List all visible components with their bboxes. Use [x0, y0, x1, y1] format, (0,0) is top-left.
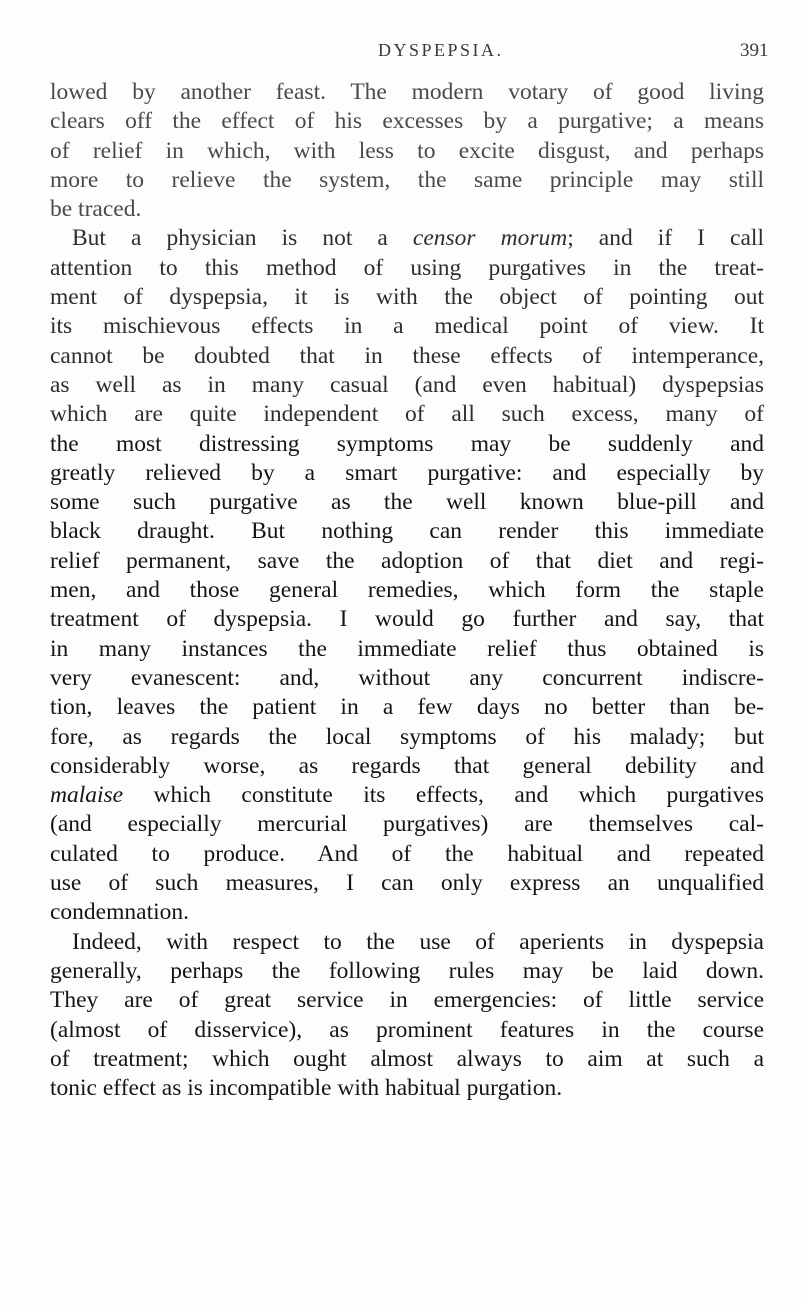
- text-line: [50, 137, 764, 166]
- italic-phrase: malaise: [50, 782, 124, 809]
- text-segment: as well as in many casual (and even habitual) dyspepsias: [50, 371, 764, 398]
- text-line: [50, 957, 764, 986]
- text-line: [50, 723, 764, 752]
- text-line: [50, 1074, 764, 1103]
- text-segment: considerably worse, as regards that general debility and: [50, 752, 764, 779]
- text-line: [50, 488, 764, 517]
- text-segment: treatment of dyspepsia. I would go further and say, that: [50, 606, 764, 633]
- text-segment: greatly relieved by a smart purgative: and especially by: [50, 459, 764, 486]
- text-line: [50, 635, 764, 664]
- text-segment: of relief in which, with less to excite disgust, and perhaps: [50, 137, 764, 164]
- paragraph: [50, 78, 764, 224]
- text-segment: which are quite independent of all such excess, many of: [50, 401, 764, 428]
- text-segment: in many instances the immediate relief thus obtained is: [50, 635, 764, 662]
- text-segment: its mischievous effects in a medical point of view. It: [50, 313, 764, 340]
- text-line: [50, 430, 764, 459]
- text-segment: which constitute its effects, and which purgatives: [123, 782, 764, 809]
- text-segment: lowed by another feast. The modern votary of good living: [50, 79, 764, 105]
- text-line: [50, 400, 764, 429]
- text-line: [50, 781, 764, 810]
- text-line: [50, 810, 764, 839]
- page-number: 391: [740, 40, 769, 61]
- text-line: [50, 986, 764, 1015]
- text-line: [50, 928, 764, 957]
- text-segment: Indeed, with respect to the use of aperients in dyspepsia: [72, 928, 764, 955]
- text-segment: cannot be doubted that in these effects of intemperance,: [50, 342, 764, 369]
- text-segment: tion, leaves the patient in a few days no better than be-: [50, 694, 764, 721]
- text-line: [50, 254, 764, 283]
- text-line: [50, 224, 764, 253]
- text-segment: attention to this method of using purgatives in the treat-: [50, 254, 764, 281]
- text-segment: fore, as regards the local symptoms of his malady; but: [50, 723, 764, 750]
- text-segment: be traced.: [50, 196, 142, 223]
- text-segment: But a physician is not a: [72, 225, 413, 252]
- text-line: [50, 459, 764, 488]
- paragraph: [50, 224, 764, 927]
- text-segment: more to relieve the system, the same principle may still: [50, 166, 764, 193]
- text-segment: culated to produce. And of the habitual and repeated: [50, 840, 764, 867]
- paragraph: [50, 928, 764, 1104]
- text-line: [50, 1045, 764, 1074]
- text-segment: relief permanent, save the adoption of that diet and regi-: [50, 547, 764, 574]
- text-line: [50, 898, 764, 927]
- text-line: [50, 1016, 764, 1045]
- text-segment: (and especially mercurial purgatives) are themselves cal-: [50, 811, 764, 838]
- text-line: [50, 78, 764, 107]
- text-segment: generally, perhaps the following rules may be laid down.: [50, 957, 764, 984]
- text-segment: of treatment; which ought almost always to aim at such a: [50, 1045, 764, 1072]
- text-segment: condemnation.: [50, 899, 190, 926]
- text-line: [50, 547, 764, 576]
- text-segment: black draught. But nothing can render this immediate: [50, 518, 764, 545]
- body-text: [50, 78, 764, 1103]
- text-line: [50, 342, 764, 371]
- text-segment: use of such measures, I can only express an unqualified: [50, 870, 764, 897]
- text-segment: some such purgative as the well known blue-pill and: [50, 489, 764, 516]
- text-line: [50, 312, 764, 341]
- text-segment: the most distressing symptoms may be suddenly and: [50, 430, 764, 457]
- italic-phrase: censor morum: [412, 225, 568, 252]
- text-line: [50, 195, 764, 224]
- text-line: [50, 576, 764, 605]
- text-line: [50, 664, 764, 693]
- running-head-title: DYSPEPSIA.: [378, 40, 504, 60]
- text-line: [50, 371, 764, 400]
- text-segment: ment of dyspepsia, it is with the object of pointing out: [50, 284, 764, 311]
- text-segment: tonic effect as is incompatible with habitual purgation.: [50, 1075, 563, 1102]
- text-line: [50, 693, 764, 722]
- text-line: [50, 752, 764, 781]
- text-segment: clears off the effect of his excesses by a purgative; a means: [50, 108, 764, 135]
- text-segment: (almost of disservice), as prominent features in the course: [50, 1016, 764, 1043]
- running-head: [0, 40, 801, 80]
- text-line: [50, 107, 764, 136]
- text-segment: very evanescent: and, without any concurrent indiscre-: [50, 664, 764, 691]
- text-segment: ; and if I call: [567, 225, 764, 252]
- text-line: [50, 166, 764, 195]
- text-segment: men, and those general remedies, which form the staple: [50, 577, 764, 604]
- text-line: [50, 840, 764, 869]
- text-segment: They are of great service in emergencies: of little service: [50, 987, 764, 1014]
- text-line: [50, 283, 764, 312]
- text-line: [50, 869, 764, 898]
- text-line: [50, 517, 764, 546]
- text-line: [50, 605, 764, 634]
